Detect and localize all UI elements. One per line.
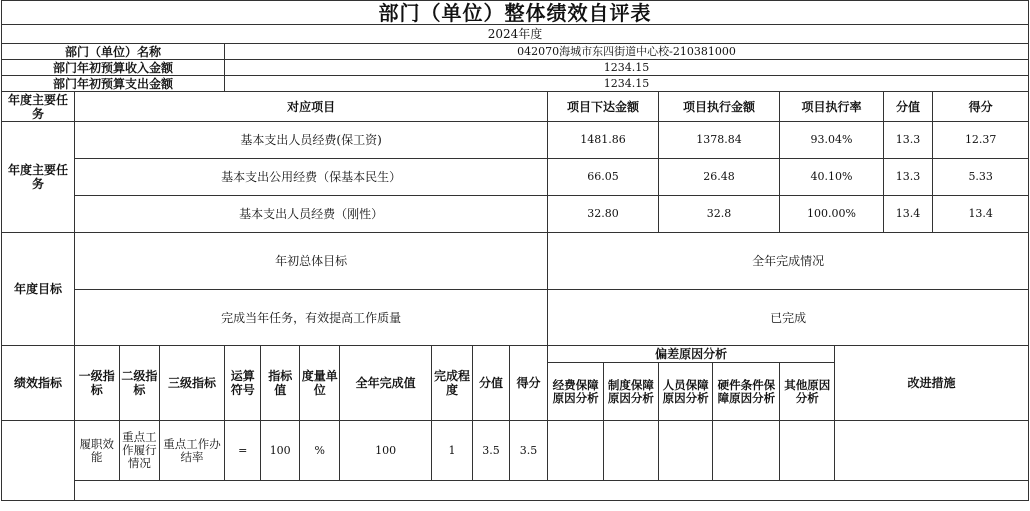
task-rate: 93.04% bbox=[780, 122, 883, 159]
header-target: 指标值 bbox=[261, 346, 300, 421]
indicators-side-blank bbox=[2, 421, 75, 501]
task-score-value: 13.3 bbox=[883, 122, 933, 159]
header-funding: 经费保障原因分析 bbox=[548, 363, 604, 421]
indicator-degree: 1 bbox=[431, 421, 473, 481]
indicator-annual: 100 bbox=[340, 421, 431, 481]
indicator-hardware bbox=[713, 421, 780, 481]
unit-name-label: 部门（单位）名称 bbox=[2, 44, 225, 60]
header-level2: 二级指标 bbox=[119, 346, 160, 421]
report-year: 2024年度 bbox=[2, 25, 1029, 44]
indicator-improve bbox=[835, 421, 1029, 481]
task-header-label: 年度主要任务 bbox=[2, 92, 75, 122]
table-row bbox=[2, 481, 1029, 501]
indicator-level2: 重点工作履行情况 bbox=[119, 421, 160, 481]
table-row bbox=[2, 159, 1029, 196]
header-score: 得分 bbox=[509, 346, 548, 421]
task-rate: 100.00% bbox=[780, 196, 883, 233]
header-score-value: 分值 bbox=[473, 346, 509, 421]
task-issued: 66.05 bbox=[548, 159, 658, 196]
task-rate: 40.10% bbox=[780, 159, 883, 196]
task-side-label: 年度主要任务 bbox=[2, 122, 75, 233]
task-issued: 32.80 bbox=[548, 196, 658, 233]
task-score: 12.37 bbox=[933, 122, 1029, 159]
task-issued: 1481.86 bbox=[548, 122, 658, 159]
indicator-operator: = bbox=[224, 421, 260, 481]
header-system: 制度保障原因分析 bbox=[603, 363, 658, 421]
indicator-level1: 履职效能 bbox=[74, 421, 119, 481]
header-operator: 运算符号 bbox=[224, 346, 260, 421]
task-item: 基本支出人员经费（刚性） bbox=[74, 196, 547, 233]
indicator-target: 100 bbox=[261, 421, 300, 481]
header-improve: 改进措施 bbox=[835, 346, 1029, 421]
task-score-value: 13.4 bbox=[883, 196, 933, 233]
header-deviation: 偏差原因分析 bbox=[548, 346, 835, 363]
task-executed: 32.8 bbox=[658, 196, 780, 233]
table-row bbox=[2, 196, 1029, 233]
indicator-score: 3.5 bbox=[509, 421, 548, 481]
column-issued: 项目下达金额 bbox=[548, 92, 658, 122]
column-executed: 项目执行金额 bbox=[658, 92, 780, 122]
task-score: 13.4 bbox=[933, 196, 1029, 233]
indicator-level3: 重点工作办结率 bbox=[160, 421, 225, 481]
column-rate: 项目执行率 bbox=[780, 92, 883, 122]
goals-complete-value: 已完成 bbox=[548, 290, 1029, 346]
column-score: 得分 bbox=[933, 92, 1029, 122]
indicator-system bbox=[603, 421, 658, 481]
goals-label: 年度目标 bbox=[2, 233, 75, 346]
table-row bbox=[2, 421, 1029, 481]
indicator-personnel bbox=[658, 421, 713, 481]
header-personnel: 人员保障原因分析 bbox=[658, 363, 713, 421]
task-item: 基本支出人员经费(保工资) bbox=[74, 122, 547, 159]
indicator-score-value: 3.5 bbox=[473, 421, 509, 481]
indicator-unit: % bbox=[299, 421, 340, 481]
unit-name-value: 042070海城市东四街道中心校-210381000 bbox=[224, 44, 1028, 60]
task-score-value: 13.3 bbox=[883, 159, 933, 196]
income-budget-label: 部门年初预算收入金额 bbox=[2, 60, 225, 76]
task-executed: 1378.84 bbox=[658, 122, 780, 159]
indicators-label: 绩效指标 bbox=[2, 346, 75, 421]
indicator-other bbox=[780, 421, 835, 481]
indicator-funding bbox=[548, 421, 604, 481]
header-unit: 度量单位 bbox=[299, 346, 340, 421]
income-budget-value: 1234.15 bbox=[224, 60, 1028, 76]
goals-initial-value: 完成当年任务，有效提高工作质量 bbox=[74, 290, 547, 346]
task-score: 5.33 bbox=[933, 159, 1029, 196]
header-annual: 全年完成值 bbox=[340, 346, 431, 421]
performance-evaluation-table bbox=[1, 0, 1029, 501]
table-row bbox=[2, 122, 1029, 159]
header-level1: 一级指标 bbox=[74, 346, 119, 421]
page-title: 部门（单位）整体绩效自评表 bbox=[2, 1, 1029, 25]
expense-budget-label: 部门年初预算支出金额 bbox=[2, 76, 225, 92]
column-score-value: 分值 bbox=[883, 92, 933, 122]
goals-complete-header: 全年完成情况 bbox=[548, 233, 1029, 290]
task-executed: 26.48 bbox=[658, 159, 780, 196]
goals-initial-header: 年初总体目标 bbox=[74, 233, 547, 290]
header-other: 其他原因分析 bbox=[780, 363, 835, 421]
next-row-blank bbox=[74, 481, 1028, 501]
task-item: 基本支出公用经费（保基本民生） bbox=[74, 159, 547, 196]
header-hardware: 硬件条件保障原因分析 bbox=[713, 363, 780, 421]
column-item: 对应项目 bbox=[74, 92, 547, 122]
header-degree: 完成程度 bbox=[431, 346, 473, 421]
header-level3: 三级指标 bbox=[160, 346, 225, 421]
expense-budget-value: 1234.15 bbox=[224, 76, 1028, 92]
